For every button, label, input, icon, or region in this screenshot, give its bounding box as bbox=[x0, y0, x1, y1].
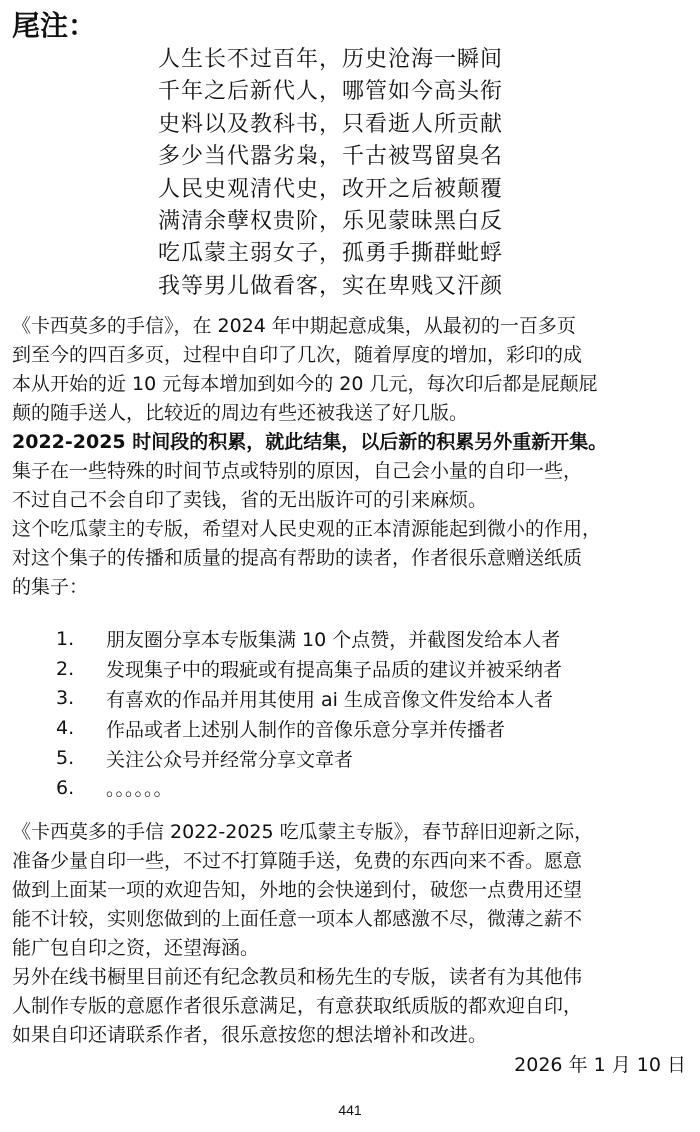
list-number: 5. bbox=[56, 747, 75, 770]
poem-line: 多少当代嚣劣枭，千古被骂留臭名 bbox=[158, 144, 504, 170]
poem-line: 满清余孽权贵阶，乐见蒙昧黑白反 bbox=[158, 209, 504, 235]
list-text: 作品或者上述别人制作的音像乐意分享并传播者 bbox=[106, 718, 506, 741]
text-line: 能不计较，实则您做到的上面任意一项本人都感激不尽，微薄之薪不 bbox=[12, 908, 583, 930]
poem-line: 我等男儿做看客，实在卑贱又汗颜 bbox=[158, 273, 504, 299]
poem-line: 人生长不过百年，历史沧海一瞬间 bbox=[158, 47, 504, 72]
list-item bbox=[56, 773, 562, 803]
bold-statement: 2022-2025 时间段的积累，就此结集，以后新的积累另外重新开集。 bbox=[12, 431, 608, 453]
poem-line: 千年之后新代人，哪管如今高头衔 bbox=[158, 79, 504, 105]
numbered-list bbox=[56, 624, 562, 803]
endnote-heading: 尾注： bbox=[12, 9, 97, 42]
text-line: 做到上面某一项的欢迎告知，外地的会快递到付，破您一点费用还望 bbox=[12, 879, 583, 901]
list-item bbox=[56, 624, 562, 654]
text-line: 如果自印还请联系作者，很乐意按您的想法增补和改进。 bbox=[12, 1024, 488, 1046]
list-text: 有喜欢的作品并用其使用 ai 生成音像文件发给本人者 bbox=[106, 688, 554, 711]
text-line: 这个吃瓜蒙主的专版，希望对人民史观的正本清源能起到微小的作用， bbox=[12, 518, 602, 540]
intro-paragraph bbox=[12, 312, 607, 602]
list-text: 关注公众号并经常分享文章者 bbox=[106, 748, 354, 771]
poem-line: 吃瓜蒙主弱女子，孤勇手撕群蚍蜉 bbox=[158, 241, 504, 267]
text-line: 人制作专版的意愿作者很乐意满足，有意获取纸质版的都欢迎自印， bbox=[12, 995, 583, 1017]
list-number: 2. bbox=[56, 657, 75, 680]
list-number: 3. bbox=[56, 687, 75, 710]
list-item bbox=[56, 684, 562, 714]
list-number: 4. bbox=[56, 717, 75, 740]
list-item bbox=[56, 743, 562, 773]
list-text: 朋友圈分享本专版集满 10 个点赞，并截图发给本人者 bbox=[106, 629, 561, 652]
list-text: 发现集子中的瑕疵或有提高集子品质的建议并被采纳者 bbox=[106, 659, 563, 682]
date: 2026 年 1 月 10 日 bbox=[514, 1054, 686, 1076]
page-number: 441 bbox=[338, 1102, 362, 1118]
text-line: 的集子： bbox=[12, 576, 89, 598]
list-item bbox=[56, 713, 562, 743]
poem-line: 史料以及教科书，只看逝人所贡献 bbox=[158, 111, 504, 137]
poem-line: 人民史观清代史，改开之后被颠覆 bbox=[158, 176, 504, 202]
text-line: 《卡西莫多的手信 2022-2025 吃瓜蒙主专版》，春节辞旧迎新之际， bbox=[12, 821, 594, 843]
text-line: 不过自己不会自印了卖钱，省的无出版许可的引来麻烦。 bbox=[12, 489, 488, 511]
list-number: 1. bbox=[56, 627, 75, 650]
text-line: 对这个集子的传播和质量的提高有帮助的读者，作者很乐意赠送纸质 bbox=[12, 547, 583, 569]
list-text: 。。。。。。 bbox=[106, 778, 173, 801]
poem bbox=[158, 44, 503, 303]
text-line: 集子在一些特殊的时间节点或特别的原因，自己会小量的自印一些， bbox=[12, 460, 583, 482]
closing-paragraph bbox=[12, 818, 593, 1050]
text-line: 另外在线书橱里目前还有纪念教员和杨先生的专版，读者有为其他伟 bbox=[12, 966, 583, 988]
text-line: 到至今的四百多页，过程中自印了几次，随着厚度的增加，彩印的成 bbox=[12, 344, 583, 366]
text-line: 《卡西莫多的手信》，在 2024 年中期起意成集，从最初的一百多页 bbox=[12, 315, 576, 337]
text-line: 能广包自印之资，还望海涵。 bbox=[12, 937, 260, 959]
text-line: 准备少量自印一些，不过不打算随手送，免费的东西向来不香。愿意 bbox=[12, 850, 583, 872]
text-line: 本从开始的近 10 元每本增加到如今的 20 几元，每次印后都是屁颠屁 bbox=[12, 373, 598, 395]
list-number: 6. bbox=[56, 776, 75, 799]
text-line: 颠的随手送人，比较近的周边有些还被我送了好几版。 bbox=[12, 402, 469, 424]
list-item bbox=[56, 654, 562, 684]
